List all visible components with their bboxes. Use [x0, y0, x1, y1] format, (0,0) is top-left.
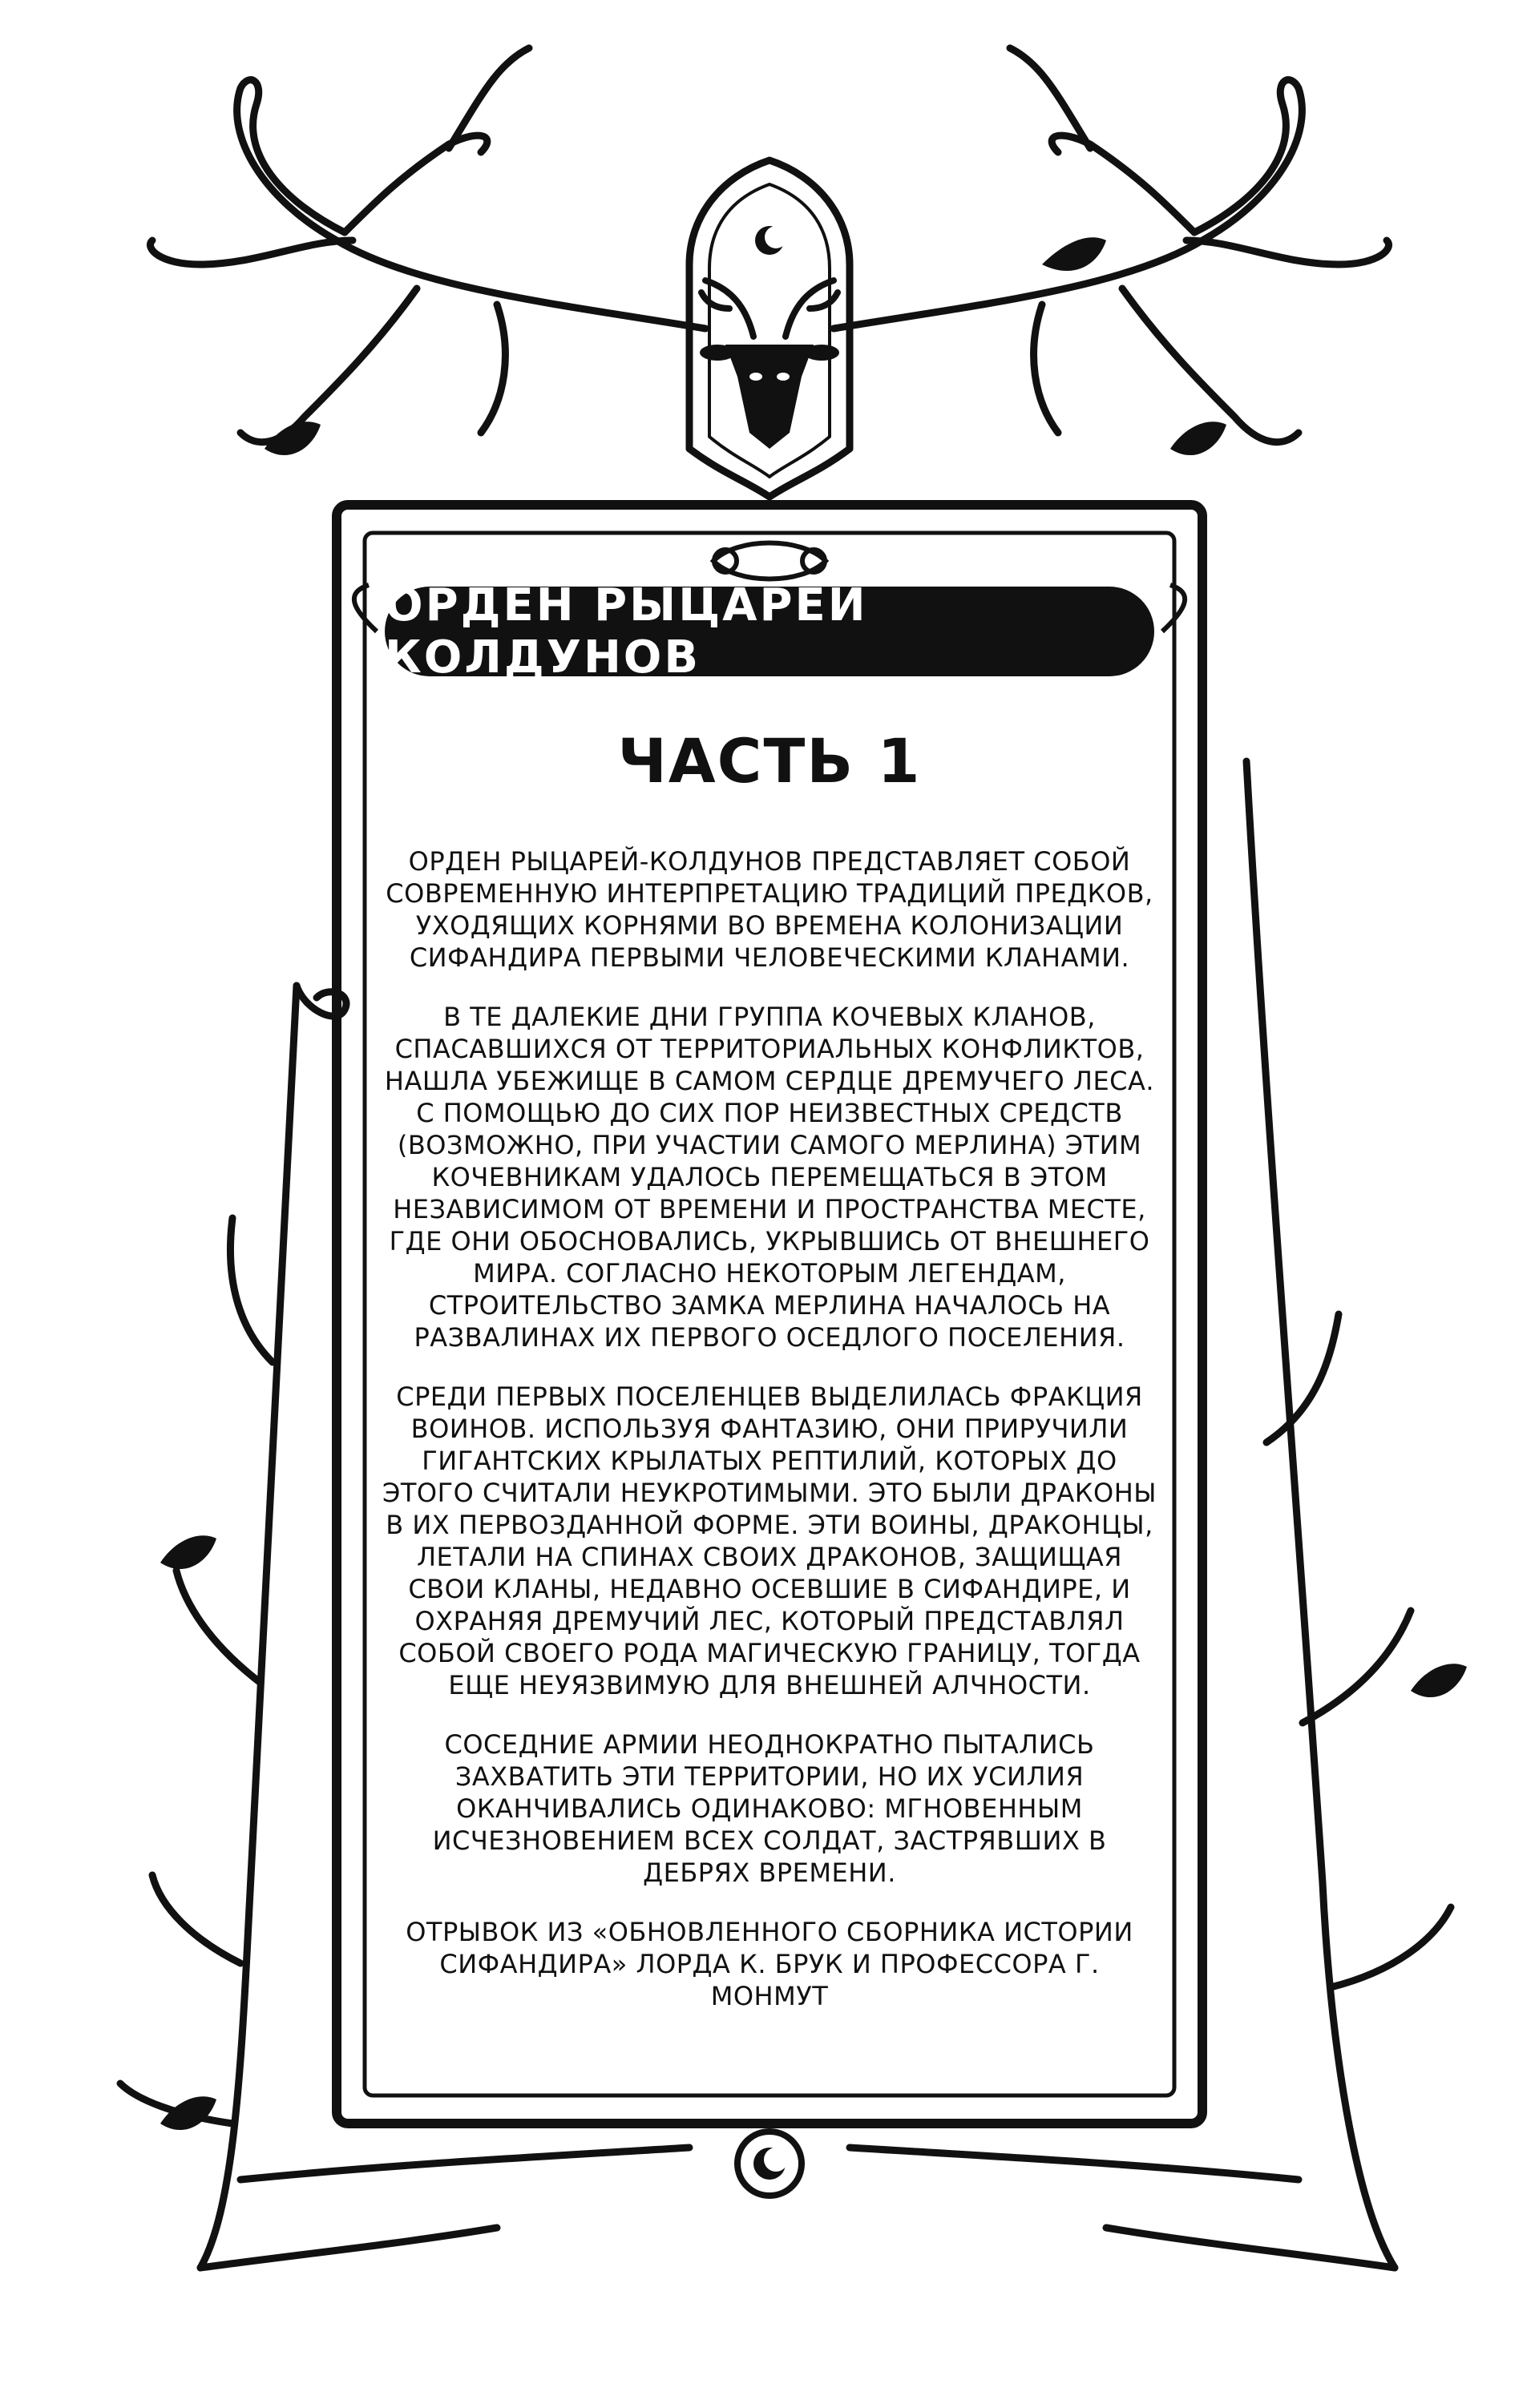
bottom-branches: [200, 2148, 1395, 2268]
right-vine: [1246, 761, 1451, 2268]
paragraph-5-citation: ОТРЫВОК ИЗ «ОБНОВЛЕННОГО СБОРНИКА ИСТОРИИ СИФАНДИРА» ЛОРДА К. БРУК И ПРОФЕССОРА Г. МОНМУТ: [406, 1917, 1133, 2011]
top-right-antler-branch: [834, 48, 1389, 442]
paragraph-2: В ТЕ ДАЛЕКИЕ ДНИ ГРУППА КОЧЕВЫХ КЛАНОВ, СПАСАВШИХСЯ ОТ ТЕРРИТОРИАЛЬНЫХ КОНФЛИКТОВ, НАШЛА УБЕЖИЩЕ В САМОМ СЕРДЦЕ ДРЕМУЧЕГО ЛЕСА. С ПОМОЩЬЮ ДО СИХ ПОР НЕИЗВЕСТНЫХ СРЕДСТВ (ВОЗМОЖНО, ПРИ УЧАСТИИ САМОГО МЕРЛИНА) ЭТИМ КОЧЕВНИКАМ УДАЛОСЬ ПЕРЕМЕЩАТЬСЯ В ЭТОМ НЕЗАВИСИМОМ ОТ ВРЕМЕНИ И ПРОСТРАНСТВА МЕСТЕ, ГДЕ ОНИ ОБОСНОВАЛИСЬ, УКРЫВШИСЬ ОТ ВНЕШНЕГО МИРА. СОГЛАСНО НЕКОТОРЫМ ЛЕГЕНДАМ, СТРОИТЕЛЬСТВО ЗАМКА МЕРЛИНА НАЧАЛОСЬ НА РАЗВАЛИНАХ ИХ ПЕРВОГО ОСЕДЛОГО ПОСЕЛЕНИЯ.: [384, 1002, 1155, 1353]
left-vine: [120, 986, 346, 2268]
celtic-knot-icon: [713, 543, 826, 579]
top-left-antler-branch: [151, 48, 706, 442]
crescent-moon-icon-bottom: [753, 2148, 788, 2180]
paragraph-4: СОСЕДНИЕ АРМИИ НЕОДНОКРАТНО ПЫТАЛИСЬ ЗАХВАТИТЬ ЭТИ ТЕРРИТОРИИ, НО ИХ УСИЛИЯ ОКАНЧИВАЛИСЬ ОДИНАКОВО: МГНОВЕННЫМ ИСЧЕЗНОВЕНИЕМ ВСЕХ СОЛДАТ, ЗАСТРЯВШИХ В ДЕБРЯХ ВРЕМЕНИ.: [432, 1729, 1107, 1888]
chapter-heading: ЧАСТЬ 1: [617, 725, 922, 797]
paragraph-1: ОРДЕН РЫЦАРЕЙ-КОЛДУНОВ ПРЕДСТАВЛЯЕТ СОБОЙ СОВРЕМЕННУЮ ИНТЕРПРЕТАЦИЮ ТРАДИЦИЙ ПРЕДКОВ, УХОДЯЩИХ КОРНЯМИ ВО ВРЕМЕНА КОЛОНИЗАЦИИ СИФАНДИРА ПЕРВЫМИ ЧЕЛОВЕЧЕСКИМИ КЛАНАМИ.: [386, 846, 1153, 973]
stag-head-icon: [700, 280, 839, 449]
paragraph-3: СРЕДИ ПЕРВЫХ ПОСЕЛЕНЦЕВ ВЫДЕЛИЛАСЬ ФРАКЦИЯ ВОИНОВ. ИСПОЛЬЗУЯ ФАНТАЗИЮ, ОНИ ПРИРУЧИЛИ ГИГАНТСКИХ КРЫЛАТЫХ РЕПТИЛИЙ, КОТОРЫХ ДО ЭТОГО СЧИТАЛИ НЕУКРОТИМЫМИ. ЭТО БЫЛИ ДРАКОНЫ В ИХ ПЕРВОЗДАННОЙ ФОРМЕ. ЭТИ ВОИНЫ, ДРАКОНЦЫ, ЛЕТАЛИ НА СПИНАХ СВОИХ ДРАКОНОВ, ЗАЩИЩАЯ СВОИ КЛАНЫ, НЕДАВНО ОСЕВШИЕ В СИФАНДИРЕ, И ОХРАНЯЯ ДРЕМУЧИЙ ЛЕС, КОТОРЫЙ ПРЕДСТАВЛЯЛ СОБОЙ СВОЕГО РОДА МАГИЧЕСКУЮ ГРАНИЦУ, ТОГДА ЕЩЕ НЕУЯЗВИМУЮ ДЛЯ ВНЕШНЕЙ АЛЧНОСТИ.: [382, 1381, 1157, 1700]
banner-title: ОРДЕН РЫЦАРЕЙ КОЛДУНОВ: [385, 579, 868, 684]
crescent-moon-icon: [755, 226, 787, 255]
body-text: [377, 845, 1162, 2039]
